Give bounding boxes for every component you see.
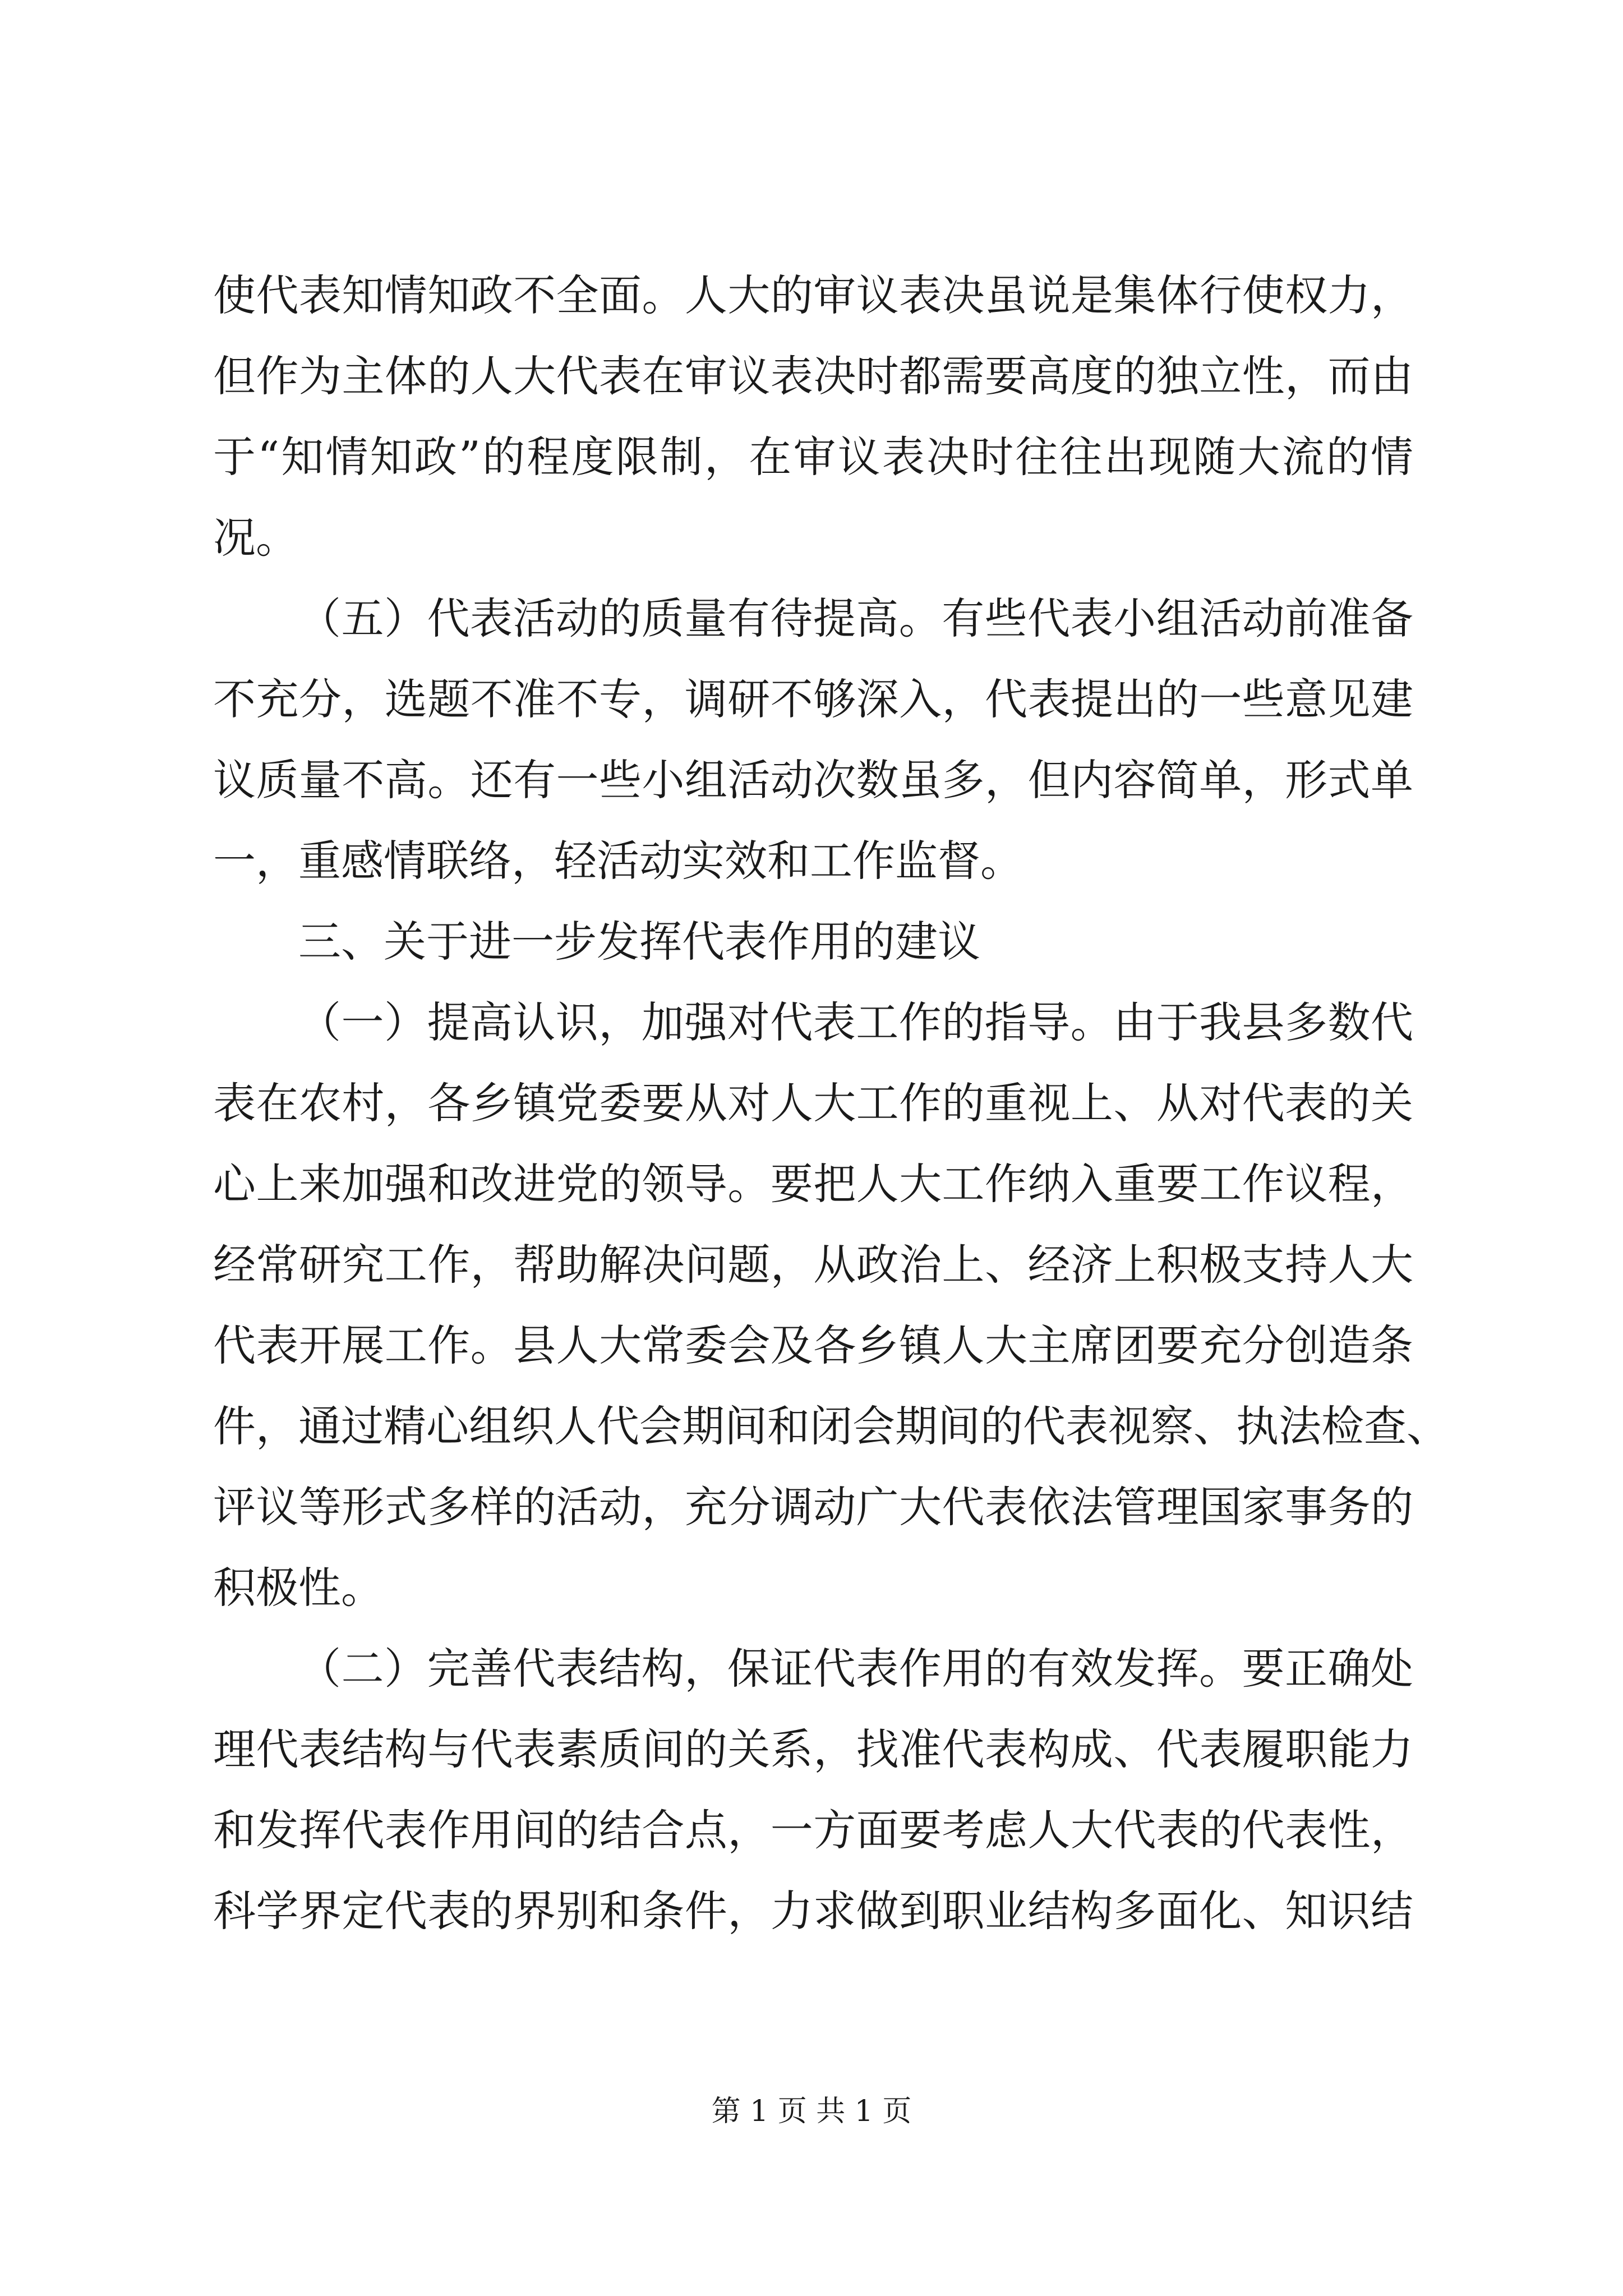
text-line: 心上来加强和改进党的领导。要把人大工作纳入重要工作议程， (213, 1159, 1413, 1209)
text-line: 科学界定代表的界别和条件，力求做到职业结构多面化、知识结 (213, 1886, 1413, 1936)
text-line: 和发挥代表作用间的结合点，一方面要考虑人大代表的代表性， (213, 1805, 1413, 1855)
text-line: 表在农村，各乡镇党委要从对人大工作的重视上、从对代表的关 (213, 1078, 1413, 1128)
text-line: 一，重感情联络，轻活动实效和工作监督。 (213, 836, 1023, 886)
page-footer: 第 1 页 共 1 页 (711, 2095, 912, 2128)
text-line: 理代表结构与代表素质间的关系，找准代表构成、代表履职能力 (213, 1724, 1413, 1774)
section-heading: 三、关于进一步发挥代表作用的建议 (298, 917, 980, 967)
text-line: 议质量不高。还有一些小组活动次数虽多，但内容简单，形式单 (213, 755, 1413, 805)
text-line: 不充分，选题不准不专，调研不够深入，代表提出的一些意见建 (213, 674, 1413, 724)
text-line: 但作为主体的人大代表在审议表决时都需要高度的独立性，而由 (213, 351, 1413, 401)
text-line: 经常研究工作，帮助解决问题，从政治上、经济上积极支持人大 (213, 1240, 1413, 1290)
text-line: 况。 (213, 513, 298, 563)
text-line: 于“知情知政”的程度限制，在审议表决时往往出现随大流的情 (213, 432, 1413, 482)
text-line: （二）完善代表结构，保证代表作用的有效发挥。要正确处 (298, 1644, 1413, 1694)
text-line: 件，通过精心组织人代会期间和闭会期间的代表视察、执法检查、 (213, 1401, 1449, 1451)
text-line: （一）提高认识，加强对代表工作的指导。由于我县多数代 (298, 997, 1413, 1047)
text-line: 评议等形式多样的活动，充分调动广大代表依法管理国家事务的 (213, 1482, 1413, 1532)
text-line: 积极性。 (213, 1563, 384, 1613)
text-line: （五）代表活动的质量有待提高。有些代表小组活动前准备 (298, 593, 1413, 643)
text-line: 使代表知情知政不全面。人大的审议表决虽说是集体行使权力， (213, 270, 1413, 320)
text-line: 代表开展工作。县人大常委会及各乡镇人大主席团要充分创造条 (213, 1320, 1413, 1370)
document-body (213, 255, 1449, 1952)
